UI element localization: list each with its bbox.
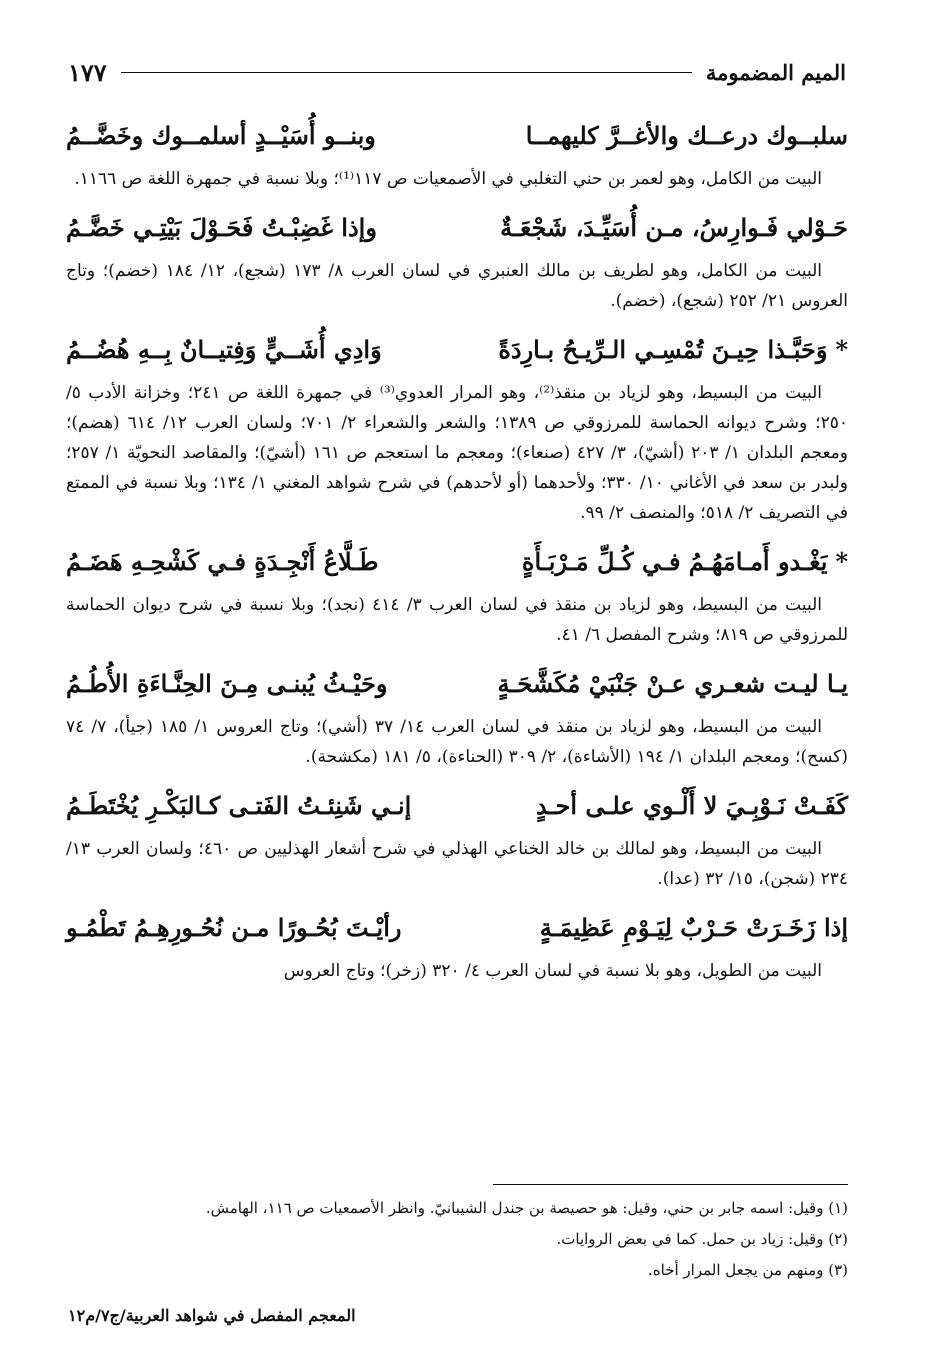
- main-content: [66, 108, 848, 992]
- verse-entry: [66, 534, 848, 650]
- printer-signature: المعجم المفصل في شواهد العربية/ج٧/م١٢: [68, 1306, 356, 1325]
- verse-note: البيت من الكامل، وهو لعمر بن حني التغلبي في الأصمعيات ص ١١٧⁽¹⁾؛ وبلا نسبة في جمهرة اللغة ص ١١٦٦.: [74, 169, 822, 189]
- first-hemistich: [522, 534, 848, 590]
- footnote-rule: [493, 1184, 848, 1185]
- verse-line: [66, 778, 848, 834]
- first-hemistich: حَـوْلي فَـوارِسُ، مـن أُسَيِّـدَ، شَجْعَـةٌ: [500, 213, 848, 242]
- verse-line: [66, 200, 848, 256]
- first-hemistich: يـا ليـت شعـري عـنْ جَنْبَيْ مُكَشَّحَـةٍ: [497, 669, 848, 698]
- second-hemistich: وبنــو أُسَيْــدٍ أسلمــوك وخَضَّــمُ: [66, 121, 376, 150]
- header-rule: [121, 72, 692, 73]
- verse-line: [66, 322, 848, 378]
- second-hemistich: إنـي شَنِئـتُ الفَتـى كـالبَكْـرِ يُخْتَطَـمُ: [66, 791, 412, 820]
- verse-entry: [66, 200, 848, 316]
- page-footer: [68, 1306, 846, 1325]
- verse-note: البيت من الطويل، وهو بلا نسبة في لسان العرب ٤/ ٣٢٠ (زخر)؛ وتاج العروس: [283, 961, 822, 981]
- footnote-1: (١) وقيل: اسمه جابر بن حني، وقيل: هو حصيصة بن جندل الشيبانيّ. وانظر الأصمعيات ص ١١٦، الهامش.: [205, 1199, 848, 1217]
- chapter-title: الميم المضمومة: [705, 59, 846, 85]
- verse-line: [66, 656, 848, 712]
- second-hemistich: وحَيْـثُ يُبنـى مِـنَ الحِنَّـاءَةِ الأُطُـمُ: [66, 669, 388, 698]
- verse-note: البيت من البسيط، وهو لزياد بن منقذ⁽²⁾، وهو المرار العدوي⁽³⁾ في جمهرة اللغة ص ٢٤١؛ وخزانة الأدب ٥/ ٢٥٠؛ وشرح ديوانه الحماسة للمرزوقي ص ١٣٨٩؛ والشعر والشعراء ٢/ ٧٠١؛ ولسان العرب ١٢/ ٦١٤ (هضم)؛ ومعجم البلدان ١/ ٢٠٣ (أشيّ)، ٣/ ٤٢٧ (صنعاء)؛ ومعجم ما استعجم ص ١٦١ (أشيّ)؛ والمقاصد النحويّة ١/ ٢٥٧؛ ولبدر بن سعد في الأغاني ١٠/ ٣٣٠؛ ولأحدهما (أو لأحدهم) في شرح شواهد المغني ١/ ١٣٤؛ وبلا نسبة في الممتع في التصريف ٢/ ٥١٨؛ والمنصف ٢/ ٩٩.: [66, 383, 848, 523]
- first-hemistich: [498, 322, 848, 378]
- verse-line: [66, 900, 848, 956]
- second-hemistich: طَـلَّاعُ أَنْجِـدَةٍ فـي كَشْحِـهِ هَضَـمُ: [66, 547, 379, 576]
- star-mark: *: [835, 547, 848, 576]
- verse-line: [66, 108, 848, 164]
- verse-entry: [66, 778, 848, 894]
- first-hemistich: سلبــوك درعــك والأغــرَّ كليهمــا: [525, 121, 848, 150]
- verse-note: البيت من البسيط، وهو لمالك بن خالد الخناعي الهذلي في شرح أشعار الهذليين ص ٤٦٠؛ ولسان العرب ١٣/ ٢٣٤ (شجن)، ١٥/ ٣٢ (عدا).: [66, 839, 848, 889]
- footnote-2: (٢) وقيل: زياد بن حمل. كما في بعض الروايات.: [556, 1230, 848, 1248]
- verse-entry: [66, 108, 848, 194]
- verse-entry: [66, 656, 848, 772]
- first-hemistich: كَفَـتْ نَـوْبِـيَ لا أَلْـوي علـى أحـدٍ: [535, 791, 848, 820]
- verse-note: البيت من البسيط، وهو لزياد بن منقذ في لسان العرب ١٤/ ٣٧ (أشي)؛ وتاج العروس ١/ ١٨٥ (جيأ)، ٧/ ٧٤ (كسح)؛ ومعجم البلدان ١/ ١٩٤ (الأشاءة)، ٢/ ٣٠٩ (الحناءة)، ٥/ ١٨١ (مكشحة).: [66, 717, 848, 767]
- page-number: ١٧٧: [68, 57, 107, 87]
- first-hemistich: إذا زَخَـرَتْ حَـرْبٌ لِيَـوْمِ عَظِيمَـةٍ: [539, 913, 848, 942]
- footnote-3: (٣) ومنهم من يجعل المرار أخاه.: [648, 1261, 848, 1279]
- first-hemistich-text: وَحَبَّـذا حِيـنَ تُمْسِـي الـرِّيـحُ بـارِدَةً: [498, 335, 828, 364]
- second-hemistich: وَادِي أُشَــيٍّ وَفِتيــانٌ بِــهِ هُضُــمُ: [66, 335, 382, 364]
- page-header: [68, 52, 846, 92]
- verse-entry: [66, 900, 848, 986]
- verse-note: البيت من الكامل، وهو لطريف بن مالك العنبري في لسان العرب ٨/ ١٧٣ (شجع)، ١٢/ ١٨٤ (خضم)؛ وتاج العروس ٢١/ ٢٥٢ (شجع)، (خضم).: [66, 261, 848, 311]
- verse-note: البيت من البسيط، وهو لزياد بن منقذ في لسان العرب ٣/ ٤١٤ (نجد)؛ وبلا نسبة في شرح ديوان الحماسة للمرزوقي ص ٨١٩؛ وشرح المفصل ٦/ ٤١.: [66, 595, 848, 645]
- second-hemistich: رأيْـتَ بُحُـورًا مـن نُحُـورِهِـمُ تَطْمُـو: [66, 913, 402, 942]
- star-mark: *: [835, 335, 848, 364]
- verse-line: [66, 534, 848, 590]
- second-hemistich: وإذا غَضِبْـتُ فَحَـوْلَ بَيْتِـي خَضَّـمُ: [66, 213, 377, 242]
- footnotes: [66, 1184, 848, 1286]
- first-hemistich-text: يَغْـدو أَمـامَهُـمُ فـي كُـلِّ مَـرْبَـأَةٍ: [521, 547, 828, 576]
- verse-entry: [66, 322, 848, 528]
